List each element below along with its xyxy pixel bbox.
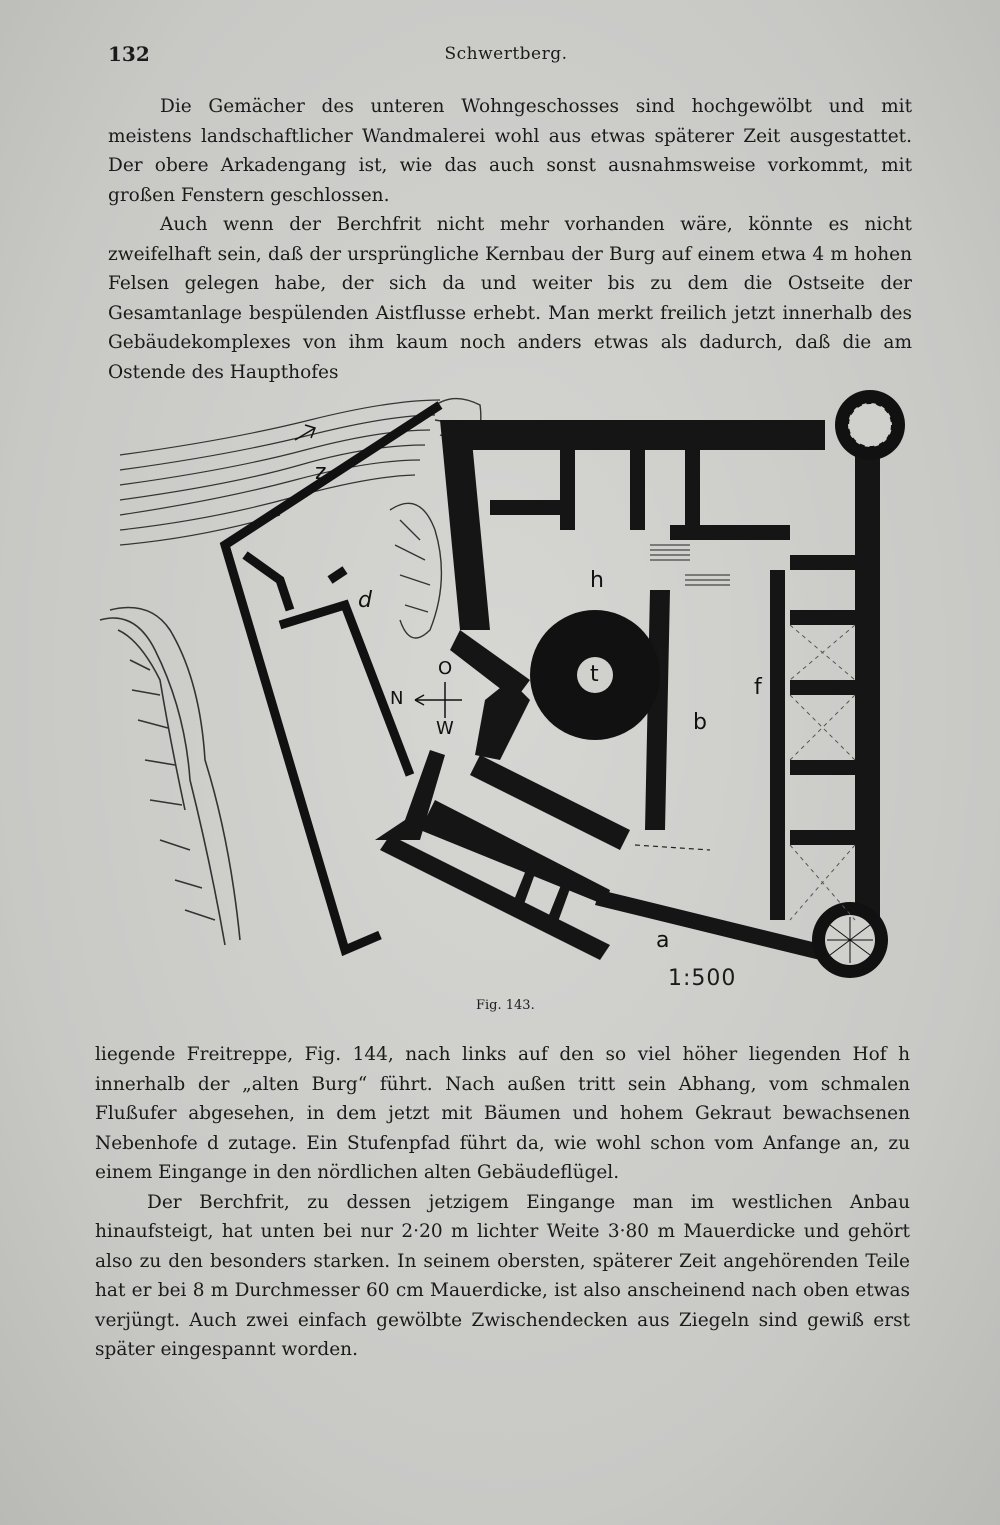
text-block-bottom: [95, 1040, 910, 1365]
paragraph: Die Gemächer des unteren Wohngeschosses sind hochgewölbt und mit meistens landschaftlicher Wandmalerei wohl aus etwas späterer Zeit ausgestattet. Der obere Arkadengang ist, wie das auch sonst ausnahmsweise vorkommt, mit großen Fenstern geschlossen.: [108, 96, 912, 206]
label-d: d: [358, 588, 372, 613]
label-h: h: [590, 568, 604, 593]
paragraph: Der Berchfrit, zu dessen jetzigem Eingange man im westlichen Anbau hinaufsteigt, hat unten bei nur 2·20 m lichter Weite 3·80 m Mauerdicke und gehört also zu den besonders starken. In seinem obersten, späterer Zeit angehörenden Teile hat er bei 8 m Durchmesser 60 cm Mauerdicke, ist also anscheinend nach oben etwas verjüngt. Auch zwei einfach gewölbte Zwischendecken aus Ziegeln sind gewiß erst später eingespannt worden.: [95, 1191, 910, 1360]
scale-label: 1:500: [668, 966, 737, 991]
page-number: 132: [108, 42, 150, 66]
running-title: Schwertberg.: [444, 44, 568, 64]
label-b: b: [693, 710, 707, 735]
page-header: [100, 42, 912, 72]
label-f: f: [754, 675, 762, 700]
label-t: t: [590, 662, 599, 687]
text-block-top: [108, 92, 912, 387]
flow-arrow-icon: [295, 425, 315, 440]
paragraph: liegende Freitreppe, Fig. 144, nach links auf den so viel höher liegenden Hof h innerhalb der „alten Burg“ führt. Nach außen tritt sein Abhang, vom schmalen Flußufer abgesehen, in dem jetzt mit Bäumen und hohem Gekraut bewachsenen Nebenhofe d zutage. Ein Stufenpfad führt da, wie wohl schon vom Anfange an, zu einem Eingange in den nördlichen alten Gebäudeflügel.: [95, 1044, 910, 1183]
figure-caption: Fig. 143.: [476, 998, 535, 1013]
label-z: z: [315, 460, 327, 485]
compass: [415, 682, 462, 718]
label-a: a: [656, 928, 670, 953]
compass-north: N: [390, 688, 404, 709]
floor-plan-drawing: [90, 380, 920, 1030]
compass-west: W: [436, 718, 454, 739]
stairs: [650, 545, 730, 585]
compass-east: O: [438, 658, 453, 679]
paragraph: Auch wenn der Berchfrit nicht mehr vorhanden wäre, könnte es nicht zweifelhaft sein, daß der ursprüngliche Kernbau der Burg auf einem etwa 4 m hohen Felsen gelegen habe, der sich da und weiter bis zu dem die Ostseite der Gesamtanlage bespülenden Aistflusse erhebt. Man merkt freilich jetzt innerhalb des Gebäudekomplexes von ihm kaum noch anders etwas als dadurch, daß die am Ostende des Haupthofes: [108, 214, 912, 383]
river-hatching: [120, 400, 440, 545]
rock-hatching: [100, 608, 240, 946]
castle-floor-plan: [90, 380, 920, 1030]
